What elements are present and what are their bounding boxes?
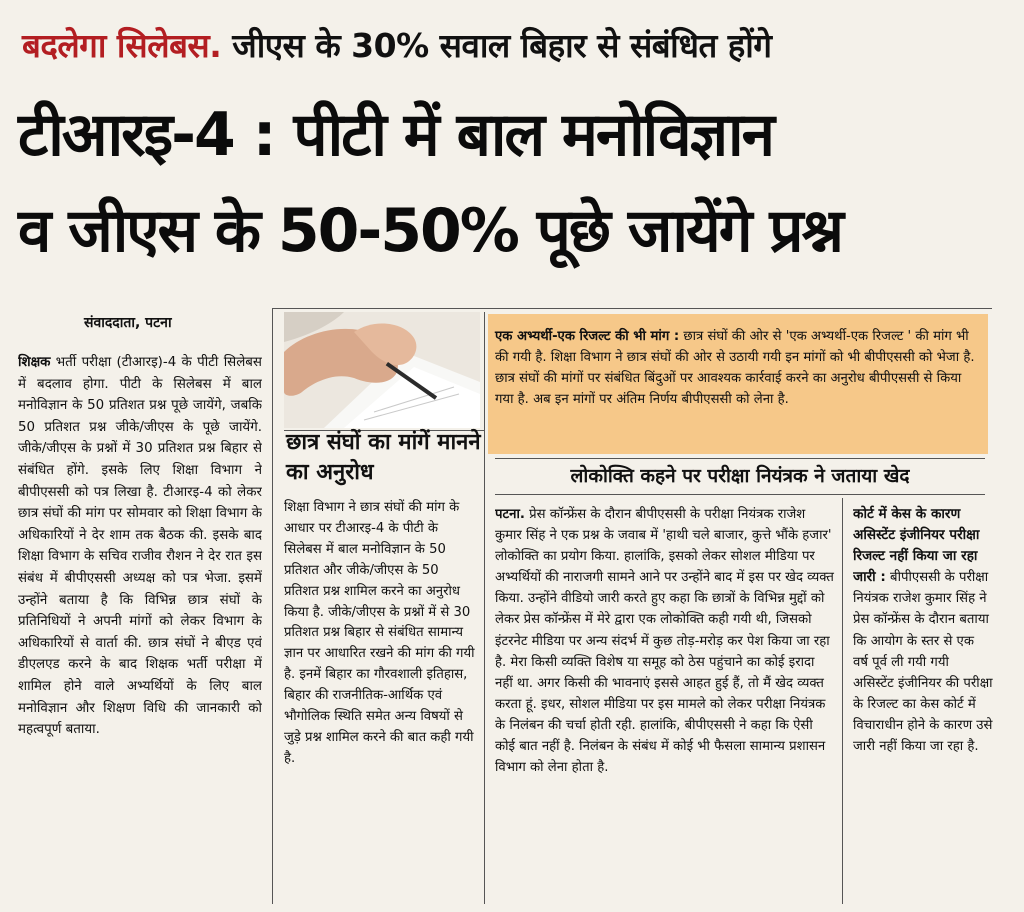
column-1-lead: शिक्षक <box>18 355 51 370</box>
section-heading: लोकोक्ति कहने पर परीक्षा नियंत्रक ने जताया खेद <box>570 465 910 487</box>
kicker-black: जीएस के 30% सवाल बिहार से संबंधित होंगे <box>221 26 772 65</box>
highlight-body: छात्र संघों की ओर से 'एक अभ्यर्थी-एक रिजल्ट ' की मांग भी की गयी है. शिक्षा विभाग ने छात्र संघों की ओर से उठायी गयी इन मांगों को भी बीपीएससी को भेजा है. छात्र संघों की मांगों पर संबंधित बिंदुओं पर आवश्यक कार्रवाई करने का अनुरोध बीपीएससी से किया गया है. अब इन मांगों पर अंतिम निर्णय बीपीएससी को लेना है. <box>495 329 975 407</box>
headline-line-2: व जीएस के 50-50% पूछे जायेंगे प्रश्न <box>18 196 842 266</box>
column-divider-2 <box>484 312 485 904</box>
byline: संवाददाता, पटना <box>84 315 172 331</box>
section-rule-bottom <box>495 494 985 495</box>
kicker-line <box>22 26 1012 66</box>
top-rule <box>272 308 992 309</box>
column-1-text <box>18 352 262 902</box>
writing-hand-photo <box>284 312 480 428</box>
column-divider-3 <box>842 498 843 904</box>
column-2-heading: छात्र संघों का मांगें मानने का अनुरोध <box>286 430 481 485</box>
column-3-lead: पटना. <box>495 507 525 522</box>
headline-line-1: टीआरइ-4 : पीटी में बाल मनोविज्ञान <box>18 100 773 170</box>
column-4-lead: कोर्ट में केस के कारण असिस्टेंट इंजीनियर परीक्षा रिजल्ट नहीं किया जा रहा जारी : <box>853 506 980 586</box>
highlight-text <box>495 326 981 410</box>
column-3-body: प्रेस कॉन्फ्रेंस के दौरान बीपीएससी के परीक्षा नियंत्रक राजेश कुमार सिंह ने एक प्रश्न के जवाब में 'हाथी चले बाजार, कुत्ते भौंके हजार' लोकोक्ति का प्रयोग किया. हालांकि, इसको लेकर सोशल मीडिया पर अभ्यर्थियों की नाराजगी सामने आने पर उन्होंने बाद में इस पर खेद व्यक्त किया. उन्होंने वीडियो जारी करते हुए कहा कि छात्रों के विभिन्न मुद्दों को लेकर प्रेस कॉन्फ्रेंस में मेरे द्वारा एक लोकोक्ति कही गयी थी, जिसको इंटरनेट मीडिया पर अन्य संदर्भ में कुछ तोड़-मरोड़ कर पेश किया जा रहा है. मेरा किसी व्यक्ति विशेष या समूह को ठेस पहुंचाने का कोई इरादा नहीं था. अगर किसी की भावनाएं इससे आहत हुई हैं, तो मैं खेद व्यक्त करता हूं. इधर, सोशल मीडिया पर इस मामले को लेकर परीक्षा नियंत्रक के निलंबन की चर्चा होती रही. हालांकि, बीपीएससी ने कहा कि ऐसी कोई बात नहीं है. निलंबन के संबंध में कोई भी फैसला सामान्य प्रशासन विभाग को लेना होता है. <box>495 507 834 776</box>
column-4-text <box>853 504 993 900</box>
column-2-text: शिक्षा विभाग ने छात्र संघों की मांग के आधार पर टीआरइ-4 के पीटी के सिलेबस में बाल मनोविज्ञान के 50 प्रतिशत और जीके/जीएस के 50 प्रतिशत प्रश्न शामिल करने का अनुरोध किया है. जीके/जीएस के प्रश्नों में से 30 प्रतिशत प्रश्न बिहार से संबंधित सामान्य ज्ञान पर आधारित रखने की मांग की गयी है. इनमें बिहार का गौरवशाली इतिहास, बिहार की राजनीतिक-आर्थिक एवं भौगोलिक स्थिति समेत अन्य विषयों से जुड़े प्रश्न शामिल करने की बात कही गयी है. <box>284 500 475 766</box>
column-4-body: बीपीएससी के परीक्षा नियंत्रक राजेश कुमार सिंह ने प्रेस कॉन्फ्रेंस के दौरान बताया कि आयोग के स्तर से एक वर्ष पूर्व ली गयी गयी असिस्टेंट इंजीनियर की परीक्षा के रिजल्ट का केस कोर्ट में विचाराधीन होने के कारण उसे जारी नहीं किया जा रहा है. <box>853 570 993 755</box>
kicker-red: बदलेगा सिलेबस. <box>22 26 222 65</box>
highlight-lead: एक अभ्यर्थी-एक रिजल्ट की भी मांग : <box>495 329 680 344</box>
section-rule-top <box>495 458 985 459</box>
column-1-body: भर्ती परीक्षा (टीआरइ)-4 के पीटी सिलेबस में बदलाव होगा. पीटी के सिलेबस में बाल मनोविज्ञान के 50 प्रतिशत प्रश्न पूछे जायेंगे, जबकि 50 प्रतिशत प्रश्न जीके/जीएस के पूछे जायेंगे. जीके/जीएस के प्रश्नों में 30 प्रतिशत प्रश्न बिहार से संबंधित होंगे. इसके लिए शिक्षा विभाग ने बीपीएससी को पत्र लिखा है. टीआरइ-4 को लेकर छात्र संघों की मांग पर सोमवार को शिक्षा विभाग के अधिकारियों ने देर शाम तक बैठक की. इसके बाद शिक्षा विभाग के सचिव राजीव रौशन ने देर रात इस संबंध में बीपीएससी अध्यक्ष को पत्र भेजा. इसमें उन्होंने बताया है कि विभिन्न छात्र संघों के प्रतिनिधियों ने अपनी मांगों को लेकर विभाग के अधिकारियों से वार्ता की. छात्र संघों ने बीएड एवं डीएलएड करने के बाद शिक्षक भर्ती परीक्षा में शामिल होने वाले अभ्यर्थियों के लिए बाल मनोविज्ञान और शिक्षण विधि की जानकारी को महत्वपूर्ण बताया. <box>18 355 262 738</box>
column-3-text <box>495 504 835 900</box>
column-divider-1 <box>272 308 273 904</box>
